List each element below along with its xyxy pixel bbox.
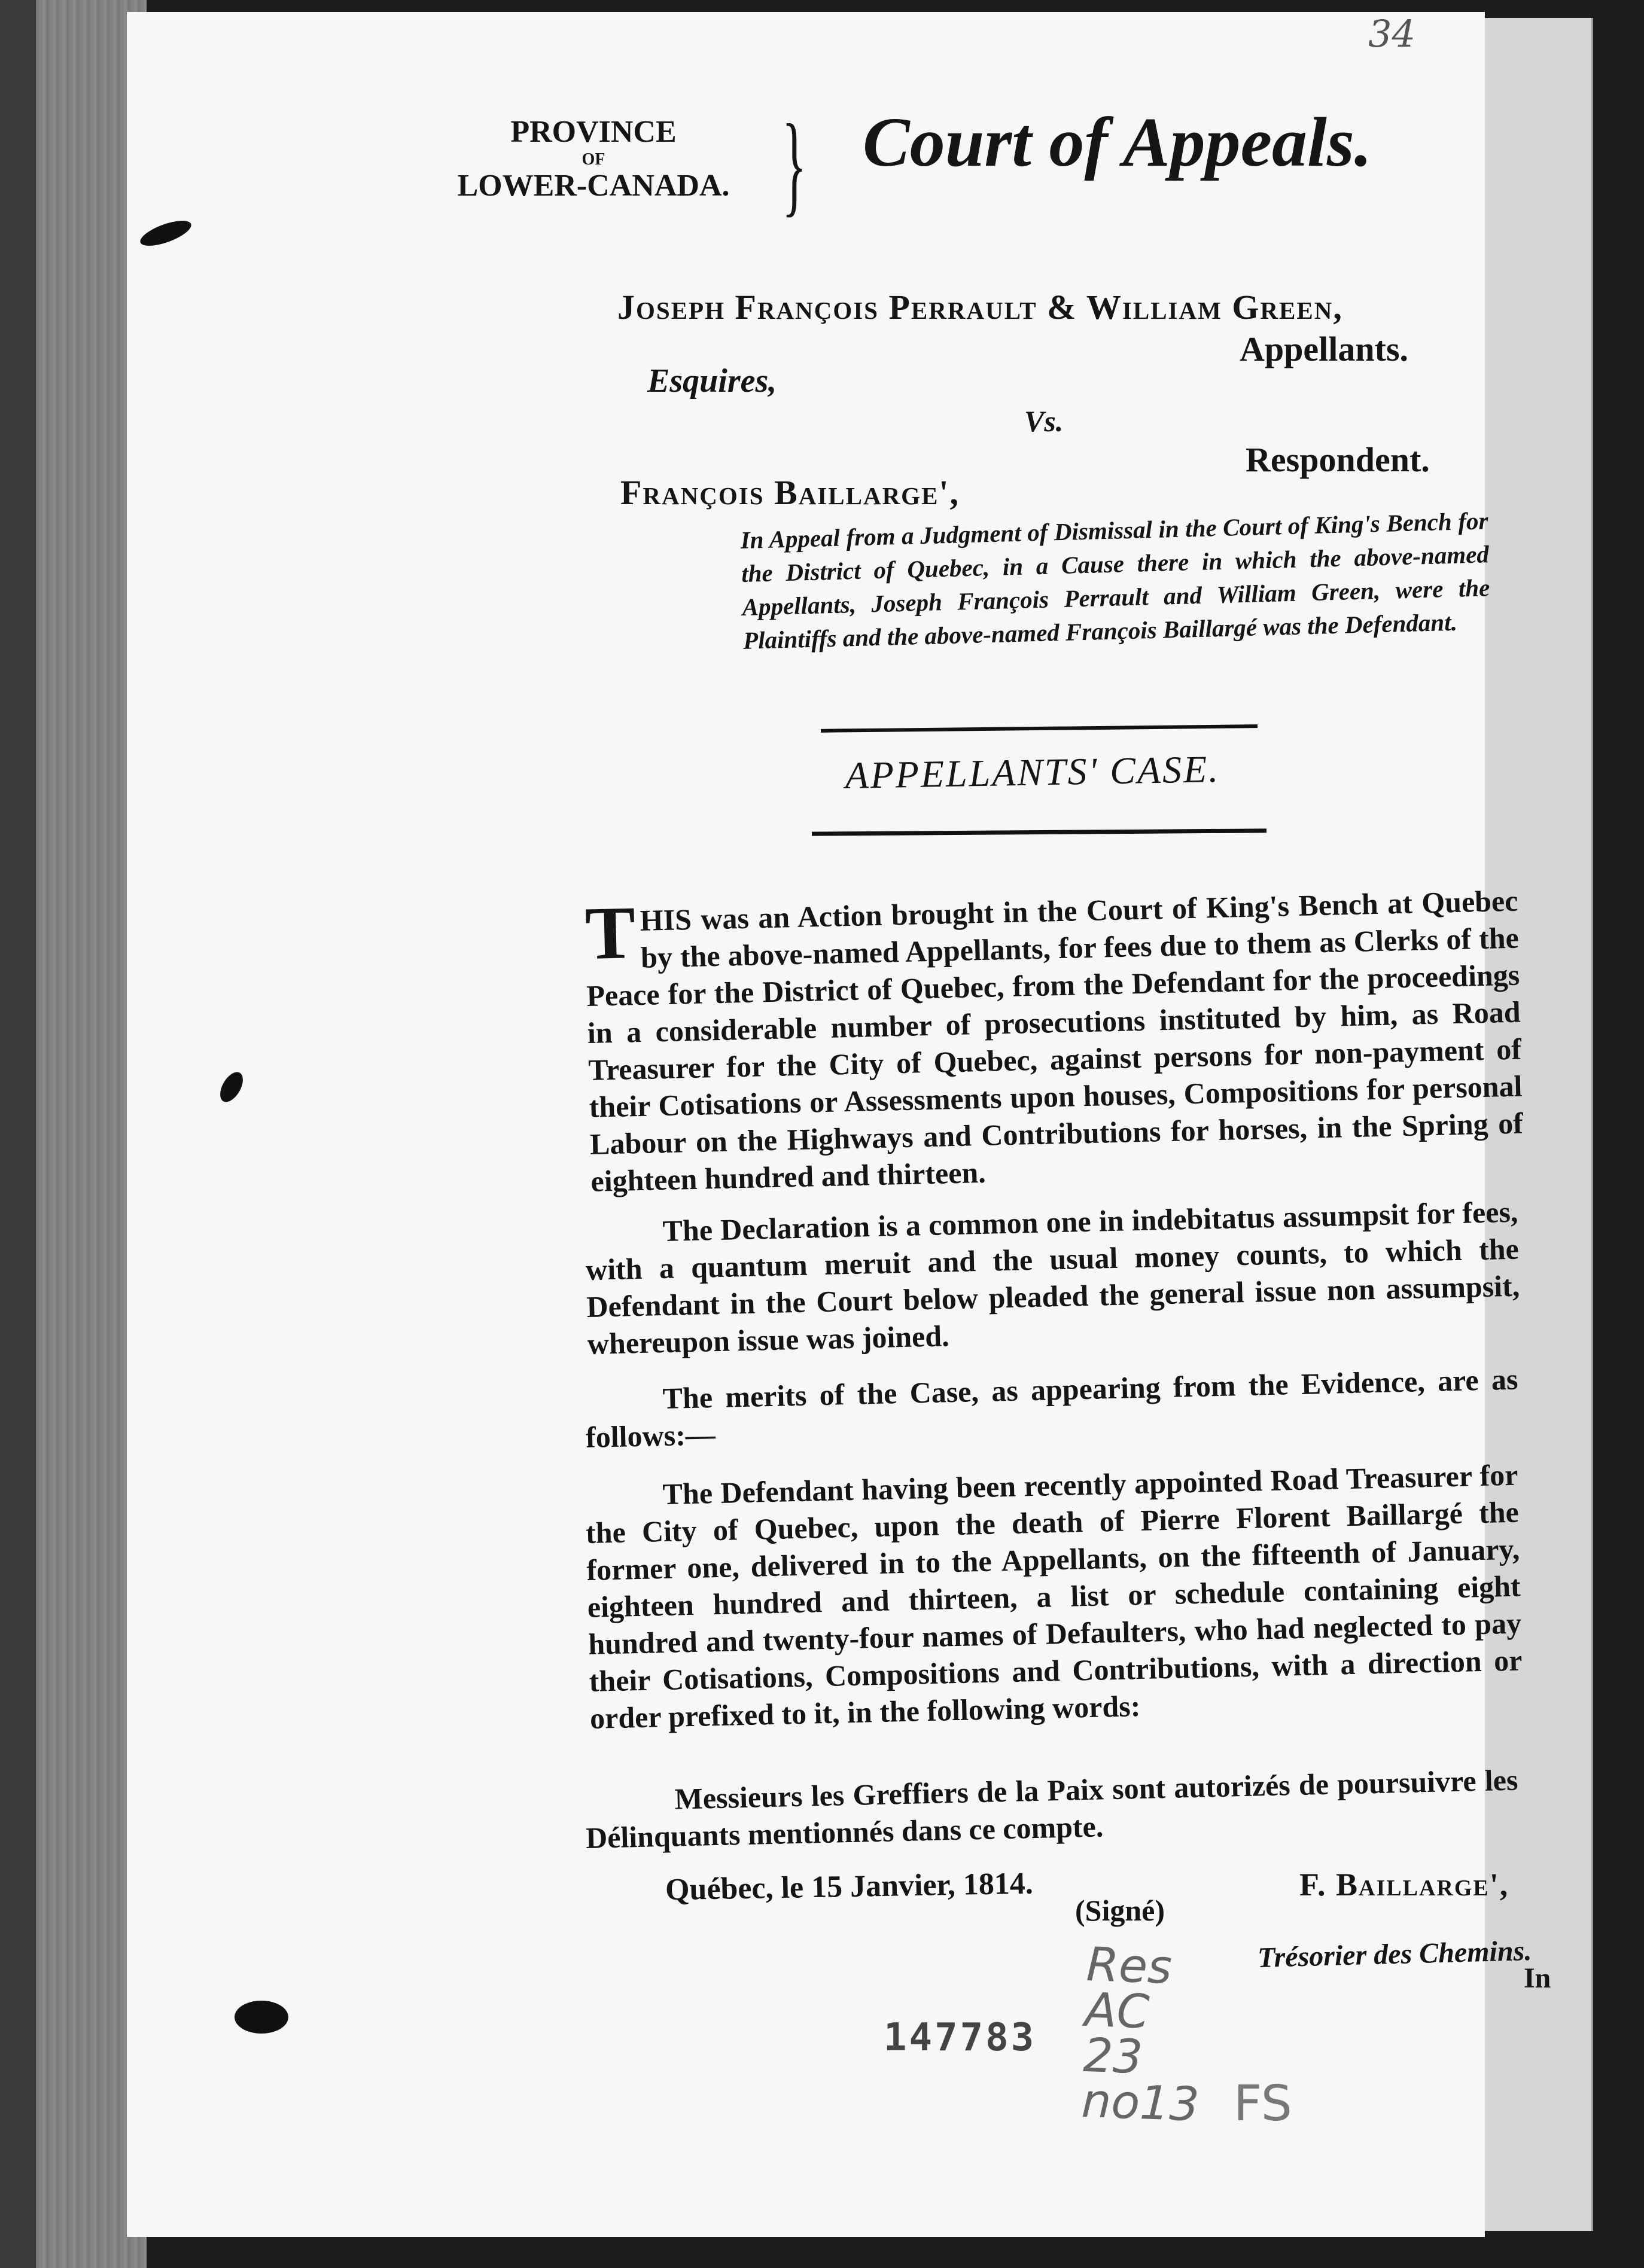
- paragraph-2: The Declaration is a common one in indebitatus assumpsit for fees, with a quantum meruit and the usual money counts, to which the Defendant in the Court below pleaded the general issue non assumpsit, whereupon issue was joined.: [585, 1194, 1520, 1361]
- document-page: [127, 12, 1551, 2237]
- paragraph-4: The Defendant having been recently appointed Road Treasurer for the City of Quebec, upon the death of Pierre Florent Baillargé the former one, delivered in to the Appellants, on the fifteenth of January, eighteen hundred and thirteen, a list or schedule containing eight hundred and twenty-four names of Defaulters, who had neglected to pay their Cotisations, Compositions and Contributions, with a direction or order prefixed to it, in the following words:: [585, 1458, 1523, 1735]
- signed-label: (Signé): [1075, 1894, 1165, 1927]
- appellants-names: Joseph François Perrault & William Green,: [617, 288, 1343, 327]
- appeal-description: In Appeal from a Judgment of Dismissal in the Court of King's Bench for the District of Quebec, in a Cause there in which the above-named Appellants, Joseph François Perrault and William Green, were the Plaintiffs and the above-named François Baillargé was the Defendant.: [740, 507, 1490, 654]
- respondent-name: François Baillarge',: [620, 473, 960, 512]
- paragraph-1: THIS was an Action brought in the Court of King's Bench at Quebec by the above-named Appellants, for fees due to them as Clerks of the Peace for the District of Quebec, from the Defendant for the proceedings in a considerable number of prosecutions instituted by him, as Road Treasurer for the City of Quebec, against persons for non-payment of their Cotisations or Assessments upon houses, Compositions for personal Labour on the Highways and Contributions for horses, in the Spring of eighteen hundred and thirteen.: [584, 883, 1524, 1198]
- brace-glyph: }: [782, 102, 807, 227]
- call-number-suffix: FS: [1234, 2075, 1292, 2132]
- versus-label: Vs.: [1024, 404, 1064, 438]
- ink-blot: [215, 1068, 247, 1106]
- ink-blot: [138, 216, 194, 251]
- signatory-title: Trésorier des Chemins.: [1257, 1935, 1532, 1974]
- court-title: Court of Appeals.: [863, 103, 1372, 181]
- province-of: OF: [582, 150, 605, 169]
- respondent-label: Respondent.: [1246, 440, 1430, 479]
- signature-date: Québec, le 15 Janvier, 1814.: [665, 1866, 1034, 1907]
- bottom-rule: [812, 828, 1267, 836]
- esquires-label: Esquires,: [647, 362, 777, 400]
- ink-blot: [235, 2001, 288, 2034]
- call-number-line: no13: [1080, 2074, 1200, 2132]
- section-title: APPELLANTS' CASE.: [845, 748, 1220, 797]
- province-heading: [408, 117, 779, 202]
- province-label: PROVINCE: [510, 115, 677, 149]
- call-number-line: 23: [1082, 2028, 1144, 2085]
- paragraph-3: The merits of the Case, as appearing from the Evidence, are as follows:—: [585, 1362, 1518, 1454]
- page-number: 34: [1368, 12, 1415, 56]
- signatory-name: F. Baillarge',: [1299, 1867, 1509, 1903]
- appellants-label: Appellants.: [1240, 330, 1409, 368]
- call-number-line: Res: [1085, 1937, 1173, 1995]
- catchword: In: [1524, 1962, 1551, 1994]
- catalog-number: 147783: [884, 2016, 1037, 2060]
- call-number: [1080, 1937, 1200, 2132]
- call-number-line: AC: [1083, 1983, 1150, 2040]
- top-rule: [821, 724, 1258, 733]
- paragraph-5-french-order: Messieurs les Greffiers de la Paix sont autorizés de poursuivre les Délinquants mentionnés dans ce compte.: [585, 1763, 1518, 1855]
- province-region: LOWER-CANADA.: [457, 169, 730, 203]
- binding-edge: [0, 0, 36, 2268]
